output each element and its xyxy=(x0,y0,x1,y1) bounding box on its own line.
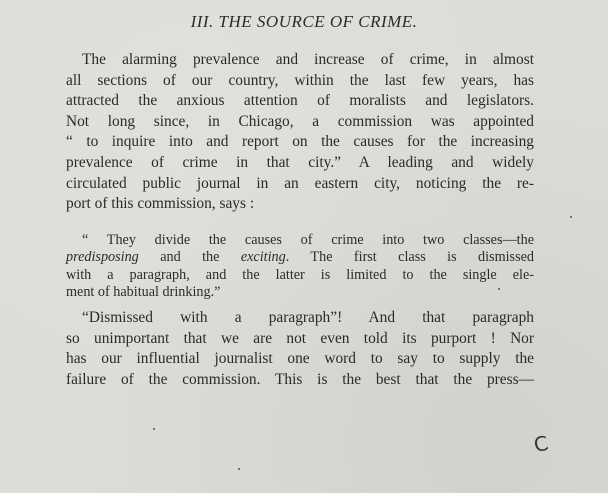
quote-line: with a paragraph, and the latter is limited to the single ele- xyxy=(66,266,534,283)
paragraph-1 xyxy=(66,50,534,215)
text-line: Not long since, in Chicago, a commission was appointed xyxy=(66,112,534,130)
margin-mark: C xyxy=(531,430,551,458)
quote-line xyxy=(66,249,534,266)
page-speck xyxy=(238,468,240,470)
text-line: port of this commission, says : xyxy=(66,195,255,213)
page-speck xyxy=(498,288,500,290)
text-line: The alarming prevalence and increase of crime, in almost xyxy=(82,51,534,68)
paragraph-2 xyxy=(66,308,534,390)
chapter-heading: III. THE SOURCE OF CRIME. xyxy=(190,12,418,31)
page-speck xyxy=(153,428,155,430)
text-line: prevalence of crime in that city.” A leading and widely xyxy=(66,153,534,171)
text-line: failure of the commission. This is the best that the press— xyxy=(66,370,534,388)
text-line: circulated public journal in an eastern city, noticing the re- xyxy=(66,174,534,192)
text-line: attracted the anxious attention of moralists and legislators. xyxy=(66,92,534,110)
quote-text: and the xyxy=(138,249,241,266)
quote-italic-term: predisposing xyxy=(66,249,139,266)
quote-italic-term: exciting xyxy=(240,249,286,266)
page-speck xyxy=(570,216,572,218)
text-line: “Dismissed with a paragraph”! And that paragraph xyxy=(82,309,534,326)
quote-line: ment of habitual drinking.” xyxy=(66,284,221,301)
block-quote xyxy=(66,232,534,302)
text-line: so unimportant that we are not even told its purport ! Nor xyxy=(66,329,534,347)
text-line: all sections of our country, within the last few years, has xyxy=(66,71,534,89)
text-line: “ to inquire into and report on the causes for the increasing xyxy=(66,133,534,151)
text-line: has our influential journalist one word to say to supply the xyxy=(66,350,534,368)
quote-text: . The first class is dismissed xyxy=(285,249,534,266)
quote-line: “ They divide the causes of crime into two classes—the xyxy=(82,232,534,248)
